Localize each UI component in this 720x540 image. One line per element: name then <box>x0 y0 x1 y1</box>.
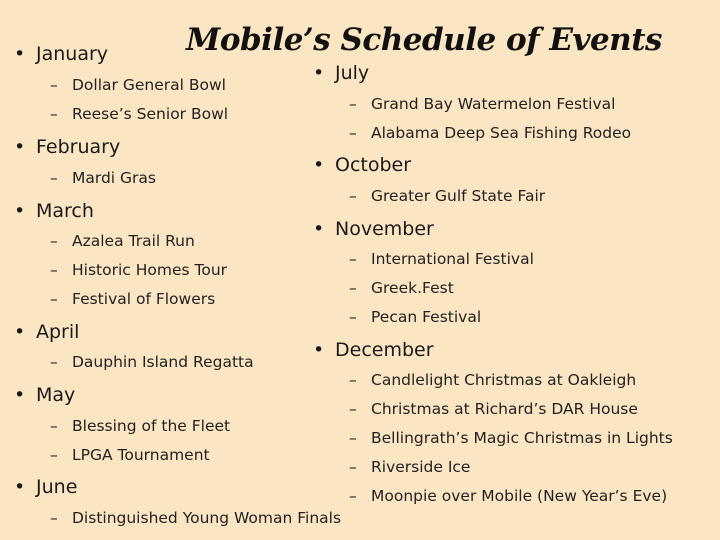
event-label: LPGA Tournament <box>72 446 210 464</box>
event-label: Bellingrath’s Magic Christmas in Lights <box>371 429 673 447</box>
event-label: Dollar General Bowl <box>72 76 226 94</box>
event-item <box>349 123 631 143</box>
month-label: January <box>36 43 109 65</box>
month-label: October <box>335 154 412 176</box>
event-item <box>50 75 226 95</box>
dash: – <box>349 400 357 418</box>
event-label: Azalea Trail Run <box>72 232 195 250</box>
event-label: Greek.Fest <box>371 279 454 297</box>
dash: – <box>50 105 58 123</box>
month-december <box>313 339 434 361</box>
dash: – <box>50 261 58 279</box>
event-item <box>50 289 215 309</box>
event-label: Reese’s Senior Bowl <box>72 105 229 123</box>
event-item <box>349 370 636 390</box>
event-label: Grand Bay Watermelon Festival <box>371 95 616 113</box>
event-item <box>349 428 673 448</box>
event-label: Distinguished Young Woman Finals <box>72 509 342 527</box>
month-label: June <box>36 476 78 498</box>
month-february <box>14 136 120 158</box>
event-item <box>349 94 615 114</box>
event-item <box>50 445 210 465</box>
dash: – <box>349 95 357 113</box>
event-item <box>349 486 667 506</box>
dash: – <box>349 279 357 297</box>
month-label: July <box>335 62 370 84</box>
event-label: Moonpie over Mobile (New Year’s Eve) <box>371 487 668 505</box>
month-march <box>14 200 94 222</box>
month-april <box>14 321 79 343</box>
month-june <box>14 476 77 498</box>
dash: – <box>50 169 58 187</box>
month-november <box>313 218 434 240</box>
dash: – <box>50 232 58 250</box>
event-item <box>50 260 227 280</box>
event-label: Christmas at Richard’s DAR House <box>371 400 638 418</box>
event-label: Historic Homes Tour <box>72 261 228 279</box>
dash: – <box>349 371 357 389</box>
month-label: November <box>335 218 434 240</box>
dash: – <box>349 187 357 205</box>
event-label: Greater Gulf State Fair <box>371 187 546 205</box>
month-label: February <box>36 136 121 158</box>
dash: – <box>349 124 357 142</box>
event-item <box>50 416 230 436</box>
bullet: • <box>313 62 325 84</box>
dash: – <box>50 353 58 371</box>
month-october <box>313 154 411 176</box>
event-item <box>349 186 545 206</box>
event-item <box>349 249 534 269</box>
dash: – <box>349 487 357 505</box>
event-label: International Festival <box>371 250 534 268</box>
event-item <box>50 508 341 528</box>
bullet: • <box>313 218 325 240</box>
dash: – <box>50 417 58 435</box>
event-item <box>349 399 638 419</box>
bullet: • <box>14 43 26 65</box>
dash: – <box>349 250 357 268</box>
event-label: Blessing of the Fleet <box>72 417 231 435</box>
dash: – <box>50 509 58 527</box>
event-item <box>349 307 481 327</box>
event-item <box>50 168 156 188</box>
month-label: December <box>335 339 434 361</box>
event-item <box>50 352 254 372</box>
event-label: Alabama Deep Sea Fishing Rodeo <box>371 124 632 142</box>
bullet: • <box>14 136 26 158</box>
dash: – <box>349 429 357 447</box>
event-label: Riverside Ice <box>371 458 471 476</box>
dash: – <box>349 308 357 326</box>
event-item <box>349 278 454 298</box>
dash: – <box>50 76 58 94</box>
event-label: Candlelight Christmas at Oakleigh <box>371 371 637 389</box>
month-july <box>313 62 369 84</box>
dash: – <box>50 290 58 308</box>
bullet: • <box>14 200 26 222</box>
bullet: • <box>313 154 325 176</box>
event-label: Mardi Gras <box>72 169 157 187</box>
page-title: Mobile’s Schedule of Events <box>186 22 662 58</box>
dash: – <box>349 458 357 476</box>
month-label: May <box>36 384 76 406</box>
event-item <box>50 231 195 251</box>
bullet: • <box>14 321 26 343</box>
event-item <box>349 457 470 477</box>
event-label: Festival of Flowers <box>72 290 216 308</box>
month-label: March <box>36 200 94 222</box>
event-label: Pecan Festival <box>371 308 482 326</box>
event-item <box>50 104 228 124</box>
bullet: • <box>313 339 325 361</box>
event-label: Dauphin Island Regatta <box>72 353 254 371</box>
bullet: • <box>14 476 26 498</box>
month-january <box>14 43 108 65</box>
bullet: • <box>14 384 26 406</box>
dash: – <box>50 446 58 464</box>
month-label: April <box>36 321 80 343</box>
month-may <box>14 384 75 406</box>
